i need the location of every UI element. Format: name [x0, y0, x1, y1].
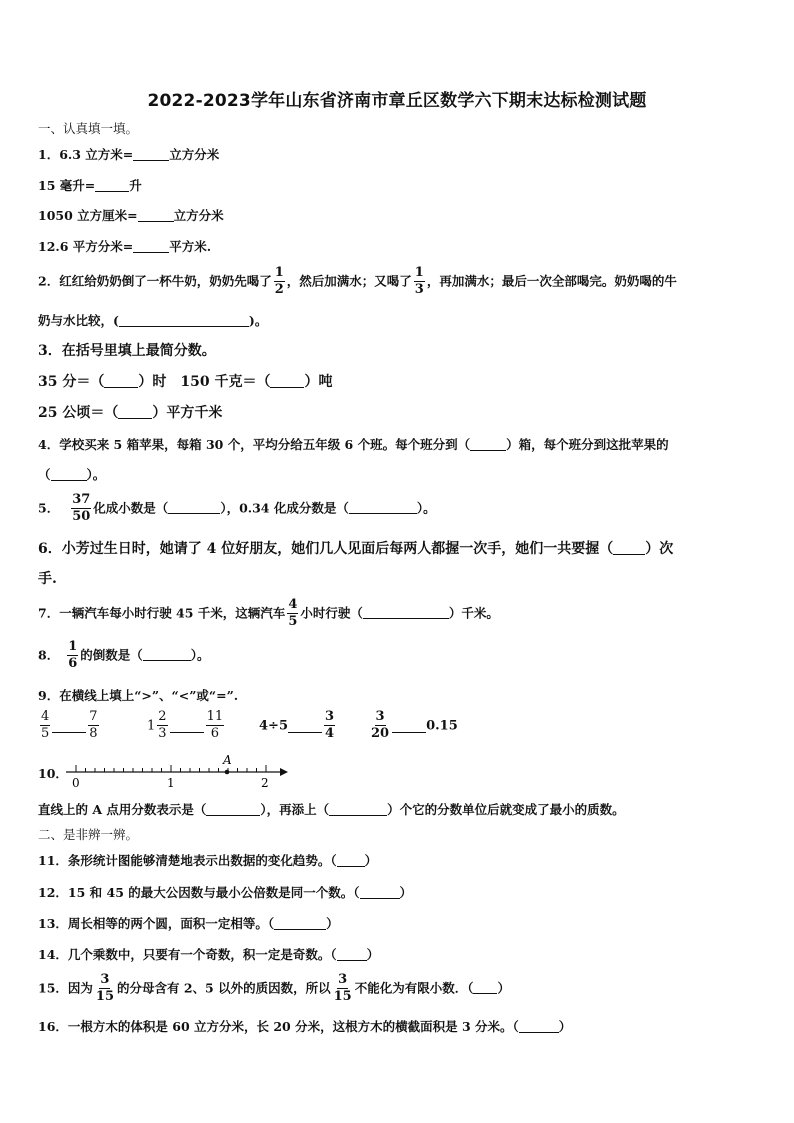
q1d-text: 12.6 平方分米= — [38, 239, 134, 254]
fraction: $\frac{3}{15}$ — [333, 972, 352, 1005]
comparison-4 — [368, 710, 458, 742]
q1c-unit: 立方分米 — [173, 208, 224, 223]
q3a-text: 35 分＝（ — [38, 374, 105, 390]
question-14 — [38, 947, 379, 962]
answer-blank[interactable] — [133, 147, 169, 161]
q15-close: ） — [497, 980, 510, 996]
q7-text-b: 小时行驶（ — [300, 605, 363, 621]
answer-blank[interactable] — [392, 719, 426, 733]
answer-blank[interactable] — [274, 916, 326, 930]
q10-text-b: ），再添上（ — [260, 802, 330, 817]
question-4-cont — [38, 467, 105, 482]
answer-blank[interactable] — [270, 374, 304, 388]
answer-blank[interactable] — [206, 802, 260, 816]
question-10-number: 10． — [38, 766, 68, 781]
question-1c — [38, 208, 224, 223]
answer-blank[interactable] — [143, 647, 191, 661]
question-1b — [38, 178, 142, 193]
q1b-text: 15 毫升= — [38, 178, 96, 193]
answer-blank[interactable] — [363, 605, 449, 619]
q10-text-c: ）个它的分数单位后就变成了最小的质数。 — [387, 802, 625, 817]
q3b-text: 150 千克＝（ — [180, 374, 271, 390]
fraction: $\frac{1}{3}$ — [414, 265, 424, 298]
q11-close: ） — [364, 853, 378, 868]
question-16 — [38, 1019, 571, 1034]
fraction: $\frac{1}{6}$ — [68, 639, 78, 672]
answer-blank[interactable] — [337, 853, 365, 867]
q4-text-a: 4．学校买来 5 箱苹果，每箱 30 个，平均分给五年级 6 个班。每个班分到（ — [38, 437, 471, 452]
arrow-head-icon — [280, 768, 288, 776]
q8-text-a: 的倒数是（ — [80, 647, 143, 663]
question-11 — [38, 853, 377, 868]
question-1d — [38, 239, 211, 254]
q8-number: 8． — [38, 647, 60, 663]
page-title: 2022-2023学年山东省济南市章丘区数学六下期末达标检测试题 — [147, 91, 647, 111]
q6-text-b: ）次 — [645, 541, 674, 557]
answer-blank[interactable] — [337, 947, 367, 961]
question-2-cont — [38, 313, 267, 328]
q3b-unit: ）吨 — [304, 374, 333, 390]
point-a — [225, 770, 230, 775]
answer-blank[interactable] — [118, 405, 152, 419]
answer-blank[interactable] — [51, 467, 87, 481]
q1d-unit: 平方米. — [169, 239, 212, 254]
q15-text-c: 不能化为有限小数．（ — [354, 980, 474, 996]
question-3: 3．在括号里填上最简分数。 — [38, 343, 216, 359]
fraction: $\frac{1}{2}$ — [274, 265, 284, 298]
question-6-cont: 手. — [38, 571, 57, 587]
q4-text-c: （ — [38, 467, 51, 482]
q5-number: 5． — [38, 500, 60, 516]
answer-blank[interactable] — [613, 541, 645, 555]
q2-text-a: 2．红红给奶奶倒了一杯牛奶，奶奶先喝了 — [38, 273, 272, 289]
q13-close: ） — [326, 916, 339, 931]
tick-label-0: 0 — [72, 776, 80, 790]
question-15 — [38, 973, 510, 1005]
answer-blank[interactable] — [104, 374, 138, 388]
question-12 — [38, 885, 412, 900]
q10-text-a: 直线上的 A 点用分数表示是（ — [38, 802, 207, 817]
q3c-unit: ）平方千米 — [152, 405, 223, 421]
q5-text-b: ），0.34 化成分数是（ — [220, 500, 349, 516]
answer-blank[interactable] — [349, 500, 417, 514]
fraction: $\frac{3}{20}$ — [371, 709, 390, 742]
q1a-text: 1．6.3 立方米= — [38, 147, 134, 162]
q3c-text: 25 公顷＝（ — [38, 405, 119, 421]
comparison-left: 4÷5 — [259, 718, 288, 734]
q2-text-e: )。 — [248, 313, 268, 328]
q12-close: ） — [399, 885, 413, 900]
answer-blank[interactable] — [138, 208, 174, 222]
point-a-label: A — [223, 753, 232, 767]
q5-text-c: ）。 — [416, 500, 436, 516]
q2-text-b: ，然后加满水；又喝了 — [286, 273, 412, 289]
answer-blank[interactable] — [168, 500, 220, 514]
fraction: $\frac{3}{15}$ — [95, 972, 114, 1005]
fraction: $\frac{2}{3}$ — [158, 709, 167, 742]
fraction: $\frac{11}{6}$ — [206, 709, 224, 742]
q16-text: 16．一根方木的体积是 60 立方分米，长 20 分米，这根方木的横截面积是 3 分米。（ — [38, 1019, 519, 1034]
number-line — [60, 750, 290, 792]
q16-close: ） — [558, 1019, 572, 1034]
q6-text-a: 6．小芳过生日时，她请了 4 位好朋友，她们几人见面后每两人都握一次手，她们一共要握（ — [38, 541, 614, 557]
fraction: $\frac{4}{5}$ — [41, 709, 50, 742]
question-1a — [38, 147, 219, 162]
q5-text-a: 化成小数是（ — [93, 500, 169, 516]
q1c-text: 1050 立方厘米= — [38, 208, 138, 223]
q1a-unit: 立方分米 — [169, 147, 220, 162]
answer-blank[interactable] — [519, 1019, 559, 1033]
question-13 — [38, 916, 339, 931]
tick-label-1: 1 — [167, 776, 175, 790]
section-1-heading: 一、认真填一填。 — [38, 121, 139, 136]
q14-close: ） — [366, 947, 380, 962]
question-4 — [38, 437, 669, 452]
q8-text-b: ）。 — [190, 647, 210, 663]
fraction: $\frac{3}{4}$ — [324, 709, 335, 742]
tick-label-2: 2 — [261, 776, 269, 790]
q7-text-c: ）千米。 — [448, 605, 499, 621]
q13-text: 13．周长相等的两个圆，面积一定相等。（ — [38, 916, 275, 931]
q1b-unit: 升 — [129, 178, 142, 193]
comparison-3 — [259, 710, 337, 742]
q2-text-c: ，再加满水；最后一次全部喝完。奶奶喝的牛 — [426, 273, 677, 289]
question-6 — [38, 541, 673, 558]
mixed-whole: 1 — [147, 718, 156, 734]
question-3a — [38, 374, 332, 391]
answer-blank[interactable] — [288, 719, 322, 733]
answer-blank[interactable] — [329, 802, 387, 816]
q2-text-d: 奶与水比较，( — [38, 313, 119, 328]
q11-text: 11．条形统计图能够清楚地表示出数据的变化趋势。（ — [38, 853, 337, 868]
question-8 — [38, 640, 210, 672]
q12-text: 12．15 和 45 的最大公因数与最小公倍数是同一个数。（ — [38, 885, 360, 900]
fraction: $\frac{37}{50}$ — [72, 492, 91, 525]
answer-blank[interactable] — [170, 719, 204, 733]
question-10-text — [38, 802, 625, 817]
answer-blank[interactable] — [133, 239, 169, 253]
q14-text: 14．几个乘数中，只要有一个奇数，积一定是奇数。（ — [38, 947, 337, 962]
comparison-2 — [147, 710, 226, 742]
comparison-right: 0.15 — [426, 718, 458, 734]
answer-blank[interactable] — [470, 437, 506, 451]
q3a-unit: ）时 — [138, 374, 167, 390]
q4-text-d: ）。 — [86, 467, 106, 482]
fraction: $\frac{7}{8}$ — [89, 709, 98, 742]
q15-text-b: 的分母含有 2、5 以外的质因数，所以 — [117, 980, 331, 996]
answer-blank[interactable] — [119, 313, 249, 327]
question-9: 9．在横线上填上“>”、“<”或“=”. — [38, 688, 239, 703]
question-7 — [38, 598, 499, 630]
answer-blank[interactable] — [95, 178, 129, 192]
q4-text-b: ）箱，每个班分到这批苹果的 — [506, 437, 669, 452]
q7-text-a: 7．一辆汽车每小时行驶 45 千米，这辆汽车 — [38, 605, 286, 621]
fraction: $\frac{4}{5}$ — [288, 597, 298, 630]
question-5 — [38, 493, 436, 525]
answer-blank[interactable] — [473, 980, 497, 994]
tick-marks — [76, 765, 266, 772]
answer-blank[interactable] — [52, 719, 86, 733]
comparison-1 — [38, 710, 101, 742]
question-2 — [38, 266, 677, 298]
question-3c — [38, 405, 222, 422]
section-2-heading: 二、是非辨一辨。 — [38, 827, 139, 842]
answer-blank[interactable] — [360, 885, 400, 899]
q15-text-a: 15．因为 — [38, 980, 93, 996]
